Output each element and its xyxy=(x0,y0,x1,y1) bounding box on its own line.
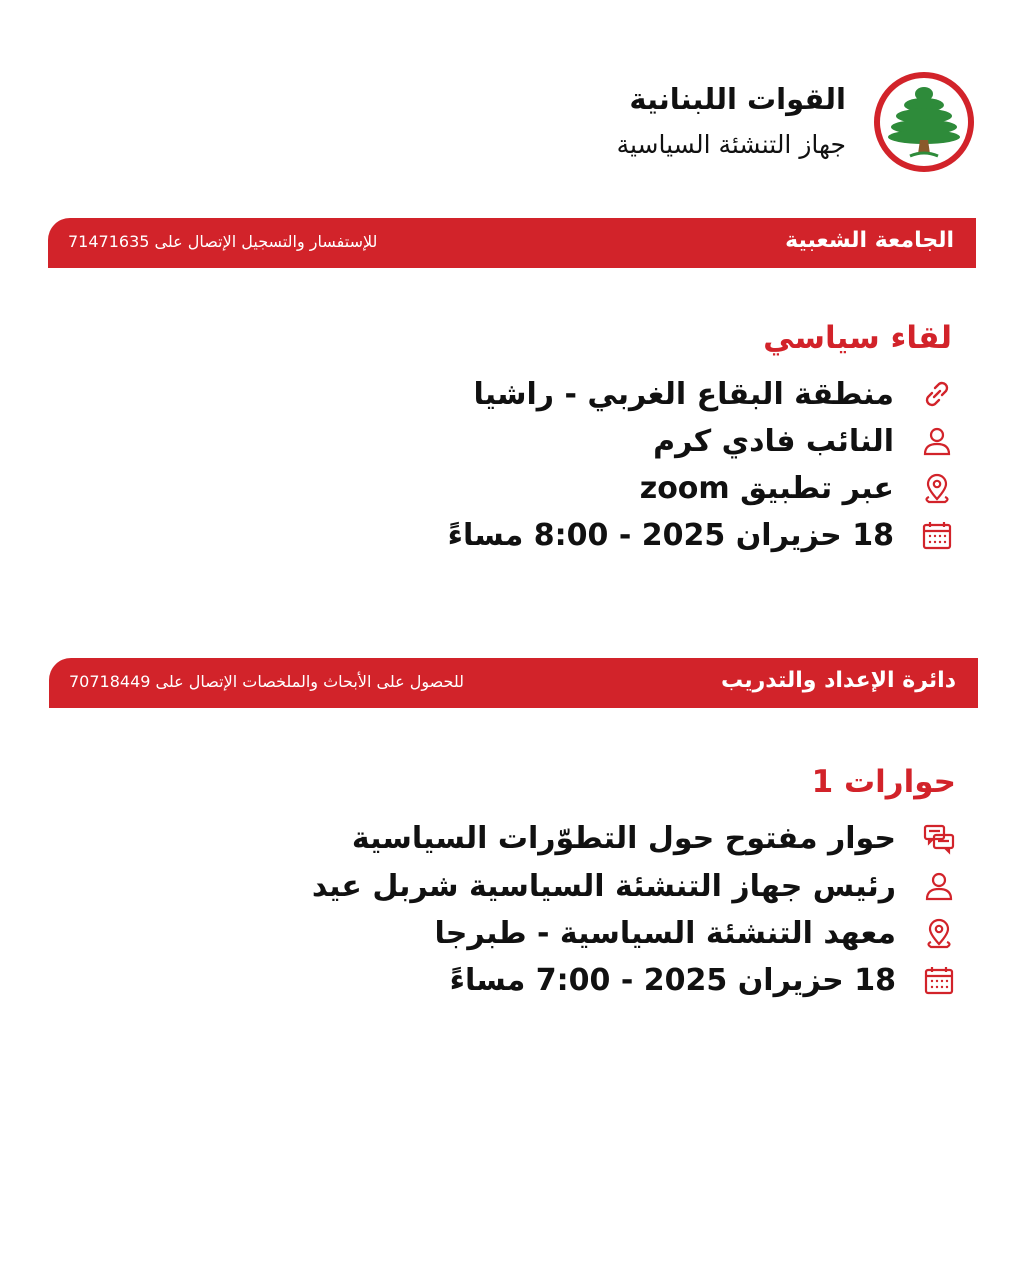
section-banner xyxy=(48,218,976,268)
event-row-text: حوار مفتوح حول التطوّرات السياسية xyxy=(351,820,896,856)
person-icon xyxy=(922,869,956,903)
header xyxy=(556,70,976,176)
event-row-text: معهد التنشئة السياسية - طبرجا xyxy=(434,915,896,951)
event-row-topic xyxy=(352,816,956,860)
event-row-speaker xyxy=(312,864,956,908)
event-row-venue xyxy=(435,911,956,955)
event-title: لقاء سياسي xyxy=(763,320,952,356)
chat-bubbles-icon xyxy=(922,821,956,855)
event-row-date xyxy=(448,513,954,557)
calendar-icon xyxy=(920,518,954,552)
section-banner xyxy=(49,658,978,708)
event-row-speaker xyxy=(653,419,954,463)
contact-text: للحصول على الأبحاث والملخصات الإتصال على xyxy=(155,672,465,691)
section-banner-title: دائرة الإعداد والتدريب xyxy=(721,668,956,693)
event-title: حوارات 1 xyxy=(811,764,956,800)
org-department: جهاز التنشئة السياسية xyxy=(616,130,846,159)
contact-number[interactable]: 71471635 xyxy=(68,232,150,251)
org-name: القوات اللبنانية xyxy=(629,82,846,116)
event-row-text: عبر تطبيق zoom xyxy=(639,470,894,506)
contact-text: للإستفسار والتسجيل الإتصال على xyxy=(154,232,378,251)
event-row-text: منطقة البقاع الغربي - راشيا xyxy=(473,376,894,412)
event-row-text: 18 حزيران 2025 - 7:00 مساءً xyxy=(449,962,896,998)
person-icon xyxy=(920,424,954,458)
event-row-text: النائب فادي كرم xyxy=(653,423,894,459)
event-row-text: رئيس جهاز التنشئة السياسية شربل عيد xyxy=(311,868,896,904)
banner-contact xyxy=(68,232,377,251)
section-banner-title: الجامعة الشعبية xyxy=(785,228,954,253)
event-row-text: 18 حزيران 2025 - 8:00 مساءً xyxy=(447,517,894,553)
link-icon xyxy=(920,377,954,411)
calendar-icon xyxy=(922,963,956,997)
event-row-venue xyxy=(640,466,954,510)
event-row-date xyxy=(450,958,956,1002)
event-row-location xyxy=(473,372,954,416)
contact-number[interactable]: 70718449 xyxy=(69,672,151,691)
location-pin-icon xyxy=(920,471,954,505)
banner-contact xyxy=(69,672,464,691)
cedar-tree-icon xyxy=(872,70,976,174)
location-pin-icon xyxy=(922,916,956,950)
